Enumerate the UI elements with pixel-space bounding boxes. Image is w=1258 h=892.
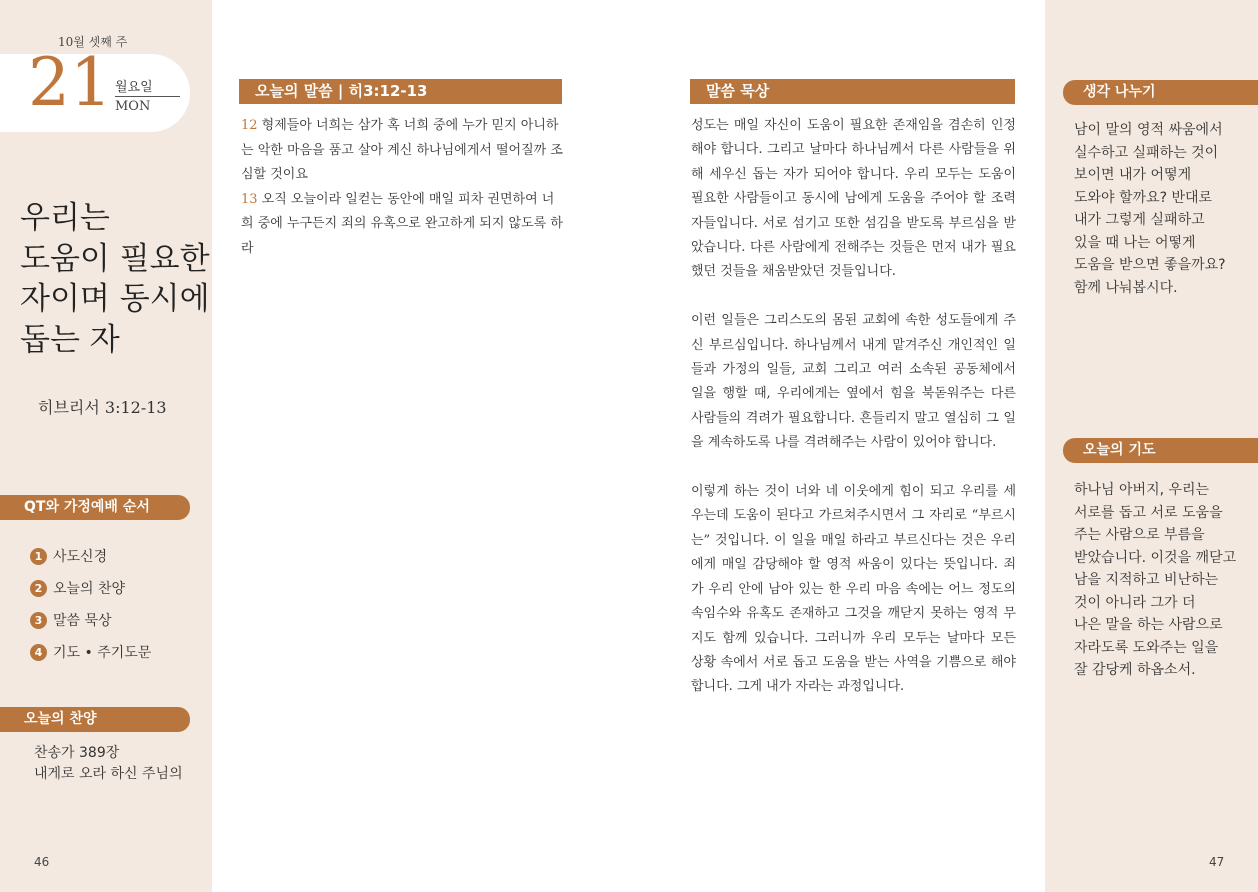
meditation-paragraph: 이런 일들은 그리스도의 몸된 교회에 속한 성도들에게 주신 부르심입니다. 하나님께서 내게 맡겨주신 개인적인 일들과 가정의 일들, 교회 그리고 여러 소속된 공동체에서 일을 행할 때, 우리에게는 옆에서 힘을 북돋워주는 다른 사람들의 격려가 필요합니다. 흔들리지 말고 열심히 그 일을 계속하도록 나를 격려해주는 사람이 있어야 합니다. (691, 313, 1016, 451)
share-line: 함께 나눠봅시다. (1074, 279, 1178, 296)
hymn-section-label: 오늘의 찬양 (0, 707, 190, 732)
share-line: 내가 그렇게 실패하고 (1074, 212, 1205, 228)
order-section-label: QT와 가정예배 순서 (0, 495, 190, 520)
verse-text (241, 114, 563, 261)
page-title (20, 198, 210, 360)
prayer-text (1074, 479, 1244, 682)
share-line: 도움을 받으면 좋을까요? (1074, 257, 1226, 273)
prayer-line: 서로를 돕고 서로 도움을 (1074, 504, 1223, 521)
left-sidebar (0, 0, 212, 892)
day-korean: 월요일 (115, 80, 153, 95)
share-text (1074, 119, 1244, 299)
prayer-line: 하나님 아버지, 우리는 (1074, 482, 1210, 498)
list-item-label: 기도 • 주기도문 (53, 645, 152, 661)
page-number-left: 46 (34, 855, 50, 869)
share-line: 도와야 할까요? 반대로 (1074, 189, 1213, 206)
list-item (30, 572, 151, 604)
prayer-line: 주는 사람으로 부름을 (1074, 527, 1205, 543)
verse-body: 형제들아 너희는 삼가 혹 너희 중에 누가 믿지 아니하는 악한 마음을 품고 살아 계신 하나님에게서 떨어질까 조심할 것이요 (241, 118, 563, 182)
share-line: 있을 때 나는 어떻게 (1074, 234, 1196, 251)
list-item (30, 540, 151, 572)
prayer-line: 남을 지적하고 비난하는 (1074, 572, 1219, 588)
week-label: 10월 셋째 주 (58, 35, 128, 49)
list-item-label: 말씀 묵상 (53, 613, 112, 629)
prayer-line: 자라도록 도와주는 일을 (1074, 639, 1219, 656)
number-badge: 4 (30, 644, 47, 661)
prayer-line: 나은 말을 하는 사람으로 (1074, 617, 1223, 633)
share-line: 남이 말의 영적 싸움에서 (1074, 122, 1223, 138)
list-item (30, 636, 151, 668)
list-item-label: 오늘의 찬양 (53, 581, 126, 597)
title-line: 우리는 (20, 200, 110, 236)
number-badge: 2 (30, 580, 47, 597)
title-line: 자이며 동시에 (20, 281, 210, 317)
order-list (30, 540, 151, 668)
title-line: 도움이 필요한 (20, 240, 210, 277)
meditation-paragraph: 이렇게 하는 것이 너와 네 이웃에게 힘이 되고 우리를 세우는데 도움이 된다고 가르쳐주시면서 그 자리로 “부르시는” 것입니다. 이 일을 매일 하라고 부르신다는 것은 우리에게 매일 감당해야 할 영적 싸움이 있다는 뜻입니다. 죄가 우리 안에 남아 있는 한 우리 마음 속에는 어느 정도의 속임수와 유혹도 존재하고 그것을 깨닫지 못하는 영적 무지도 함께 있습니다. 그러니까 우리 모두는 날마다 모든 상황 속에서 서로 돕고 도움을 받는 사역을 기쁨으로 해야 합니다. 그게 내가 자라는 과정입니다. (691, 484, 1016, 695)
day-english: MON (115, 99, 151, 114)
verse-body: 오직 오늘이라 일컫는 동안에 매일 피차 권면하여 너희 중에 누구든지 죄의 유혹으로 완고하게 되지 않도록 하라 (241, 191, 563, 256)
date-divider (115, 96, 180, 97)
prayer-line: 잘 감당케 하옵소서. (1074, 662, 1196, 678)
scripture-reference: 히브리서 3:12-13 (38, 398, 167, 417)
meditation-section-label: 말씀 묵상 (690, 79, 1015, 104)
number-badge: 1 (30, 548, 47, 565)
share-line: 보이면 내가 어떻게 (1074, 167, 1192, 183)
verse-number: 12 (241, 118, 258, 133)
hymn-text (34, 743, 183, 785)
number-badge: 3 (30, 612, 47, 629)
share-line: 실수하고 실패하는 것이 (1074, 144, 1219, 161)
title-line: 돕는 자 (20, 321, 120, 358)
prayer-line: 받았습니다. 이것을 깨닫고 (1074, 549, 1237, 566)
page-number-right: 47 (1209, 855, 1225, 869)
word-section-label: 오늘의 말씀 | 히3:12-13 (239, 79, 562, 104)
list-item-label: 사도신경 (53, 549, 108, 565)
prayer-section-label: 오늘의 기도 (1063, 438, 1258, 463)
share-section-label: 생각 나누기 (1063, 80, 1258, 105)
verse-number: 13 (241, 191, 258, 207)
list-item (30, 604, 151, 636)
hymn-line: 내게로 오라 하신 주님의 (34, 766, 183, 782)
meditation-text (691, 114, 1016, 724)
prayer-line: 것이 아니라 그가 더 (1074, 594, 1196, 611)
meditation-paragraph: 성도는 매일 자신이 도움이 필요한 존재임을 겸손히 인정해야 합니다. 그리고 날마다 하나님께서 다른 사람들을 위해 세우신 돕는 자가 되어야 합니다. 우리 모두는 도움이 필요한 사람들이고 동시에 남에게 도움을 주어야 할 조력자들입니다. 서로 섬기고 또한 섬김을 받도록 부르심을 받았습니다. 다른 사람에게 전해주는 것들은 먼저 내가 필요했던 것들을 채움받았던 것들입니다. (691, 118, 1016, 280)
day-number: 21 (28, 44, 112, 121)
hymn-line: 찬송가 389장 (34, 745, 120, 761)
